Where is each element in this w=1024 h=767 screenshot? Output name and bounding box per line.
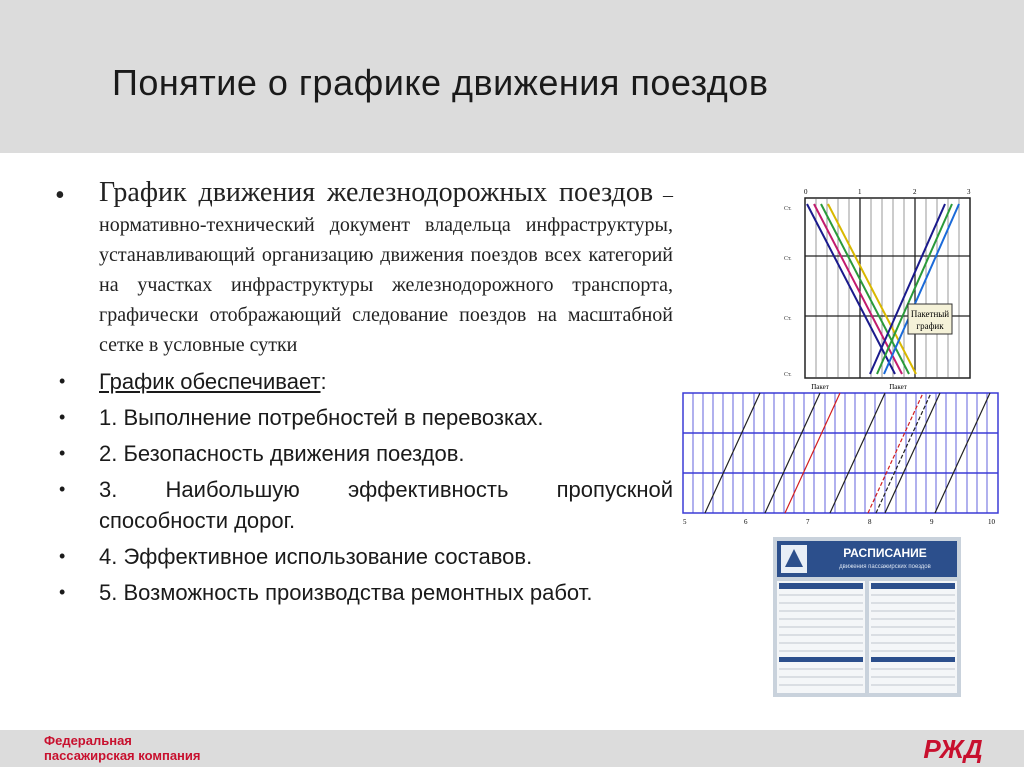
top-tick: 0 xyxy=(804,188,808,196)
packet-caption: Пакет xyxy=(811,383,829,391)
station-label: Ст. xyxy=(784,256,792,262)
blue-grid-graph xyxy=(683,393,998,526)
provides-heading xyxy=(55,366,673,397)
list-item xyxy=(55,577,673,608)
packet-label-2: график xyxy=(916,321,944,331)
provides-suffix: : xyxy=(320,369,327,394)
top-tick: 1 xyxy=(858,188,862,196)
top-tick: 3 xyxy=(967,188,971,196)
slide-title: Понятие о графике движения поездов xyxy=(112,62,769,103)
bullet-icon: • xyxy=(55,180,65,211)
list-item xyxy=(55,474,673,536)
schedule-title: РАСПИСАНИЕ xyxy=(843,546,927,560)
list-item xyxy=(55,541,673,572)
packet-caption-2: Пакет xyxy=(889,383,907,391)
list-item-text: 2. Безопасность движения поездов. xyxy=(99,441,465,466)
list-item xyxy=(55,402,673,433)
bullet-icon: • xyxy=(59,582,66,602)
top-tick: 2 xyxy=(913,188,917,196)
list-item-text: 5. Возможность производства ремонтных работ. xyxy=(99,580,593,605)
rzd-logo-icon xyxy=(913,733,993,763)
bottom-tick: 5 xyxy=(683,518,687,526)
train-graph-figure xyxy=(680,186,1000,526)
provides-list xyxy=(55,366,673,608)
packet-graph xyxy=(784,188,971,391)
definition-text: – нормативно-технический документ владельца инфраструктуры, устанавливающий организацию движения поездов всех категорий на участках инфраструктуры железнодорожного транспорта, графически отображающий следование поездов на масштабной сетке в условные сутки xyxy=(99,184,674,356)
station-label: Ст. xyxy=(784,206,792,212)
bottom-tick: 7 xyxy=(806,518,810,526)
bottom-tick: 9 xyxy=(930,518,934,526)
company-line-2: пассажирская компания xyxy=(44,748,201,763)
schedule-subtitle: движения пассажирских поездов xyxy=(839,564,931,570)
bullet-icon: • xyxy=(59,546,66,566)
bullet-icon: • xyxy=(59,443,66,463)
list-item-text: 4. Эффективное использование составов. xyxy=(99,544,533,569)
station-label: Ст. xyxy=(784,316,792,322)
bottom-tick: 6 xyxy=(744,518,748,526)
bullet-icon: • xyxy=(59,479,66,499)
definition-term: График движения железнодорожных поездов xyxy=(99,177,654,208)
company-name xyxy=(44,733,200,763)
bullet-icon: • xyxy=(59,407,66,427)
provides-label: График обеспечивает xyxy=(99,369,321,394)
bottom-tick: 8 xyxy=(868,518,872,526)
list-item-text: 3. Наибольшую эффективность пропускной способности дорог. xyxy=(99,477,673,533)
slide-header xyxy=(0,0,1024,153)
packet-label: Пакетный xyxy=(910,309,950,319)
company-line-1: Федеральная xyxy=(44,733,132,748)
list-item xyxy=(55,438,673,469)
slide-content xyxy=(55,178,673,613)
bottom-tick: 10 xyxy=(988,518,995,526)
bullet-icon: • xyxy=(59,371,66,391)
logo-text: РЖД xyxy=(923,734,983,763)
list-item-text: 1. Выполнение потребностей в перевозках. xyxy=(99,405,544,430)
station-label: Ст. xyxy=(784,372,792,378)
schedule-board-image xyxy=(773,537,961,697)
definition-paragraph xyxy=(55,178,673,360)
